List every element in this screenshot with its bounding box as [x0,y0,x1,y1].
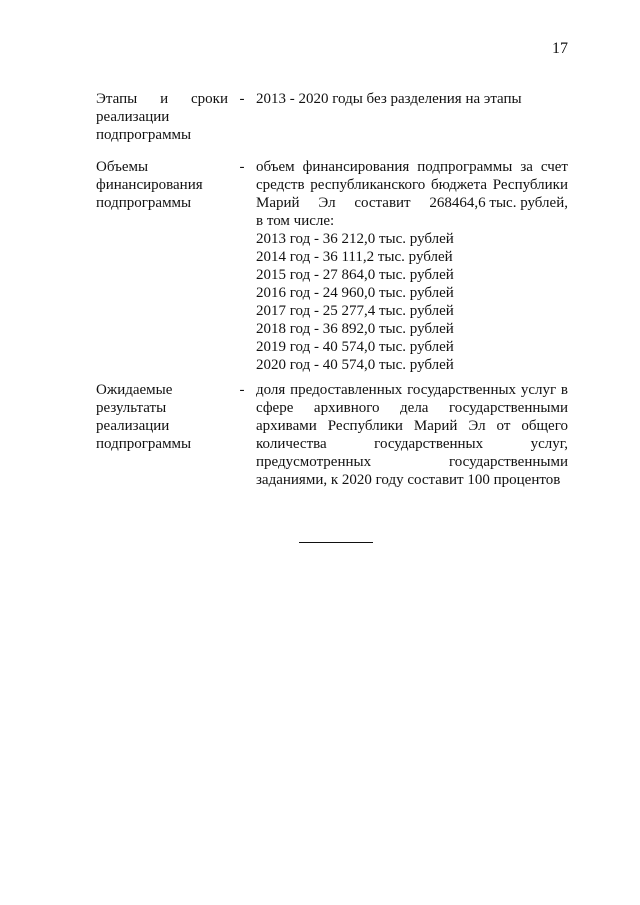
results-label-line: Ожидаемые [96,382,173,398]
funding-text-word: составит [354,195,411,211]
stages-label [96,90,228,144]
funding-text-line [256,194,568,212]
funding-year-line: 2013 год - 36 212,0 тыс. рублей [256,231,454,247]
stages-label-line-2: реализации [96,109,170,125]
results-label-line: результаты [96,400,167,416]
funding-text-word: 268464,6 тыс. рублей, [429,195,568,211]
results-text-word: государственными [449,454,568,470]
results-label-line: подпрограммы [96,436,192,452]
results-label [96,381,228,453]
results-text-word: государственных [374,436,484,452]
results-text-line [256,453,568,471]
funding-dash: - [239,159,245,175]
results-text-word: предусмотренных [256,454,372,470]
funding-label-line: подпрограммы [96,195,192,211]
stages-row [96,90,568,144]
funding-text-line: в том числе: [256,213,335,229]
results-text-word: услуг, [530,436,568,452]
stages-label-word: и [160,91,169,107]
funding-year-line: 2017 год - 25 277,4 тыс. рублей [256,303,454,319]
results-text-line [256,399,568,417]
stages-label-word: сроки [191,91,228,107]
funding-year-line: 2015 год - 27 864,0 тыс. рублей [256,267,454,283]
results-text [256,381,568,489]
page-number: 17 [552,40,568,57]
results-row [96,381,568,489]
results-dash: - [239,382,245,398]
funding-label-line: финансирования [96,177,203,193]
funding-text-word: Марий [256,195,300,211]
funding-year-line: 2016 год - 24 960,0 тыс. рублей [256,285,454,301]
funding-year-line: 2018 год - 36 892,0 тыс. рублей [256,321,454,337]
funding-year-line: 2019 год - 40 574,0 тыс. рублей [256,339,454,355]
stages-dash: - [239,91,245,107]
funding-text-line: объем финансирования подпрограммы за счет [256,159,568,175]
funding-year-line: 2014 год - 36 111,2 тыс. рублей [256,249,453,265]
results-text-word: количества [256,436,327,452]
funding-label [96,158,228,212]
results-text-line [256,435,568,453]
results-text-word: дела [400,400,429,416]
results-text-word: архивного [313,400,380,416]
funding-text-word: Эл [318,195,336,211]
stages-value-text: 2013 - 2020 годы без разделения на этапы [256,91,522,107]
results-text-line: заданиями, к 2020 году составит 100 процентов [256,472,561,488]
results-text-line: архивами Республики Марий Эл от общего [256,418,568,434]
stages-label-line-3: подпрограммы [96,127,192,143]
funding-label-line: Объемы [96,159,149,175]
stages-label-line-1 [96,90,228,108]
funding-year-line: 2020 год - 40 574,0 тыс. рублей [256,357,454,373]
stages-value [256,90,568,108]
results-text-line: доля предоставленных государственных услуг в [256,382,568,398]
stages-label-word: Этапы [96,91,138,107]
funding-text-line: средств республиканского бюджета Республики [256,177,568,193]
funding-row [96,158,568,374]
end-rule [299,542,373,543]
results-label-line: реализации [96,418,170,434]
results-text-word: государственными [449,400,568,416]
results-text-word: сфере [256,400,294,416]
funding-text [256,158,568,374]
